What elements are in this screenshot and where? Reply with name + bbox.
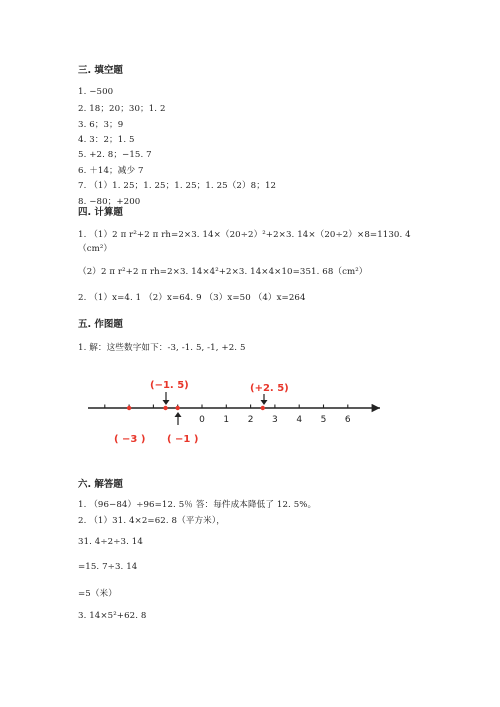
plotted-point [163,406,167,410]
answer-line: 4. 3：2；1. 5 [78,135,135,145]
tick-label: 1 [223,415,230,425]
answer-line: 2. 18；20；30；1. 2 [78,104,166,114]
answer-line: 8. −80；+200 [78,197,141,207]
arrowhead-up-icon [175,412,182,417]
answer-line: 6. ＋14；减少 7 [78,166,144,176]
label-neg-1: ( −1 ) [167,434,199,445]
answer-line: 1. （96−84）÷96=12. 5％ 答：每件成本降低了 12. 5%。 [78,500,317,510]
number-line-figure [80,372,390,452]
answer-line: =5（米） [78,589,117,599]
tick-label: 6 [344,415,351,425]
answer-line: 2. （1）31. 4×2=62. 8（平方米）， [78,516,225,526]
label-pos-2-5: (+2. 5) [250,383,289,394]
tick-label: 4 [296,415,303,425]
answer-line: 7. （1）1. 25；1. 25；1. 25；1. 25（2）8；12 [78,181,277,191]
answer-line: 1. −500 [78,87,114,97]
section-heading-solve: 六. 解答题 [78,479,123,490]
arrowhead-down-icon [163,400,170,405]
plotted-point [127,406,131,410]
plotted-point [261,406,265,410]
tick-label: 3 [272,415,278,425]
label-neg-1-5: (−1. 5) [150,380,189,391]
answer-line: =15. 7÷3. 14 [78,562,138,572]
answer-line: 5. +2. 8；−15. 7 [78,150,152,160]
answer-line: 1. （1）2 π r²+2 π rh=2×3. 14×（20÷2）²+2×3. 14×（20÷2）×8=1130. 4 [78,230,411,240]
section-heading-drawing: 五. 作图题 [78,319,123,330]
answer-line: 1. 解：这些数字如下：-3, -1. 5, -1, +2. 5 [78,343,246,353]
section-heading-fill-blank: 三. 填空题 [78,65,123,76]
answer-line: 31. 4÷2÷3. 14 [78,537,143,547]
arrowhead-down-icon [261,400,268,405]
label-neg-3: ( −3 ) [114,434,146,445]
answer-line: （2）2 π r²+2 π rh=2×3. 14×4²+2×3. 14×4×10=351. 68（cm²） [78,267,368,277]
tick-label: 0 [199,415,205,425]
tick-label: 2 [247,415,254,425]
section-heading-calculation: 四. 计算题 [78,207,123,218]
plotted-point [176,406,180,410]
tick-label: 5 [320,415,327,425]
answer-line: 3. 14×5²+62. 8 [78,611,147,621]
answer-line: 3. 6；3；9 [78,120,124,130]
answer-line: （cm²） [78,244,113,254]
answer-line: 2. （1）x=4. 1 （2）x=64. 9 （3）x=50 （4）x=264 [78,293,306,303]
